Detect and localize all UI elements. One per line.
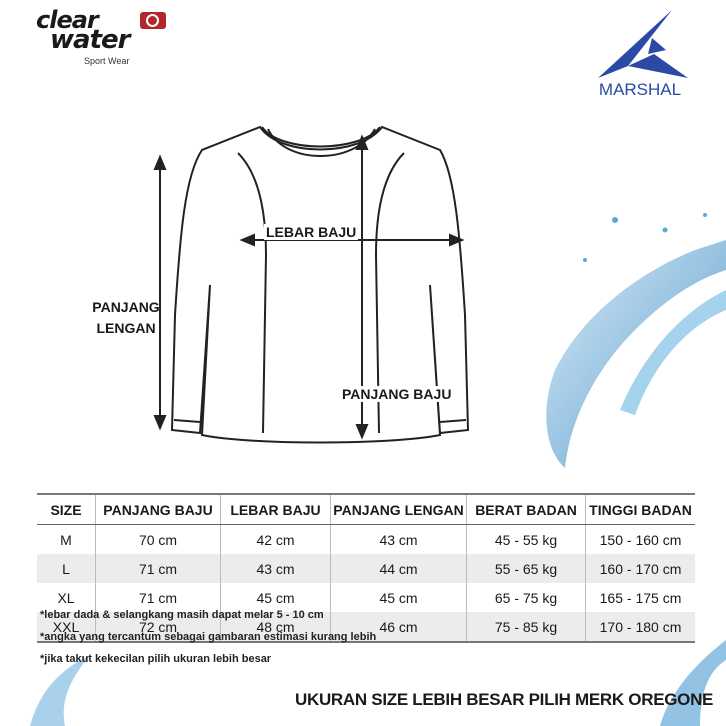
cell: 45 cm [331, 583, 467, 612]
label-line: PANJANG [92, 299, 160, 315]
note-estimate: *angka yang tercantum sebagai gambaran estimasi kurang lebih [40, 631, 377, 643]
water-splash-image [640, 640, 726, 726]
cell-size: XXL [37, 612, 96, 642]
table-row [37, 525, 695, 555]
cell-size: L [37, 554, 96, 583]
cell: 72 cm [96, 612, 221, 642]
table-row [37, 583, 695, 612]
cell: 65 - 75 kg [467, 583, 586, 612]
cell: 43 cm [221, 554, 331, 583]
label-panjang-lengan [88, 297, 164, 339]
cell-size: M [60, 531, 72, 548]
logo-word-water: water [50, 25, 130, 55]
cell: 150 - 160 cm [586, 525, 696, 555]
header-lebar-baju: LEBAR BAJU [221, 494, 331, 525]
logo-tagline: Sport Wear [84, 56, 130, 66]
cell: 160 - 170 cm [586, 554, 696, 583]
clearwater-logo [36, 8, 176, 70]
cell: 170 - 180 cm [586, 612, 696, 642]
note-stretch: *lebar dada & selangkang masih dapat melar 5 - 10 cm [40, 609, 324, 621]
logo-word-clear: clear [36, 6, 98, 34]
header-panjang-baju: PANJANG BAJU [96, 494, 221, 525]
cell: 70 cm [96, 525, 221, 555]
header-size: SIZE [37, 494, 96, 525]
label-panjang-baju: PANJANG BAJU [342, 386, 452, 402]
cell: 42 cm [221, 525, 331, 555]
water-splash-image [525, 200, 726, 470]
marshal-logo [588, 8, 692, 100]
cell: 48 cm [221, 612, 331, 642]
cell: 71 cm [96, 554, 221, 583]
cell: 44 cm [331, 554, 467, 583]
label-line: LENGAN [96, 320, 156, 336]
marshal-wordmark: MARSHAL [598, 80, 682, 99]
cell: 165 - 175 cm [586, 583, 696, 612]
footer-recommendation: UKURAN SIZE LEBIH BESAR PILIH MERK OREGONE [295, 690, 714, 709]
cell: 43 cm [331, 525, 467, 555]
logo-emblem [140, 12, 166, 29]
cell: 71 cm [96, 583, 221, 612]
header-panjang-lengan: PANJANG LENGAN [331, 494, 467, 525]
marshal-emblem-icon [588, 8, 692, 80]
header-tinggi-badan: TINGGI BADAN [586, 494, 696, 525]
cell: 46 cm [331, 612, 467, 642]
table-header-row [37, 494, 695, 525]
cell: 55 - 65 kg [467, 554, 586, 583]
note-size-up: *jika takut kekecilan pilih ukuran lebih besar [40, 653, 272, 665]
cell: 45 - 55 kg [467, 525, 586, 555]
header-berat-badan: BERAT BADAN [467, 494, 586, 525]
label-lebar-baju: LEBAR BAJU [266, 224, 357, 240]
cell-size: XL [57, 589, 75, 606]
cell: 75 - 85 kg [467, 612, 586, 642]
table-row [37, 554, 695, 583]
cell: 45 cm [221, 583, 331, 612]
